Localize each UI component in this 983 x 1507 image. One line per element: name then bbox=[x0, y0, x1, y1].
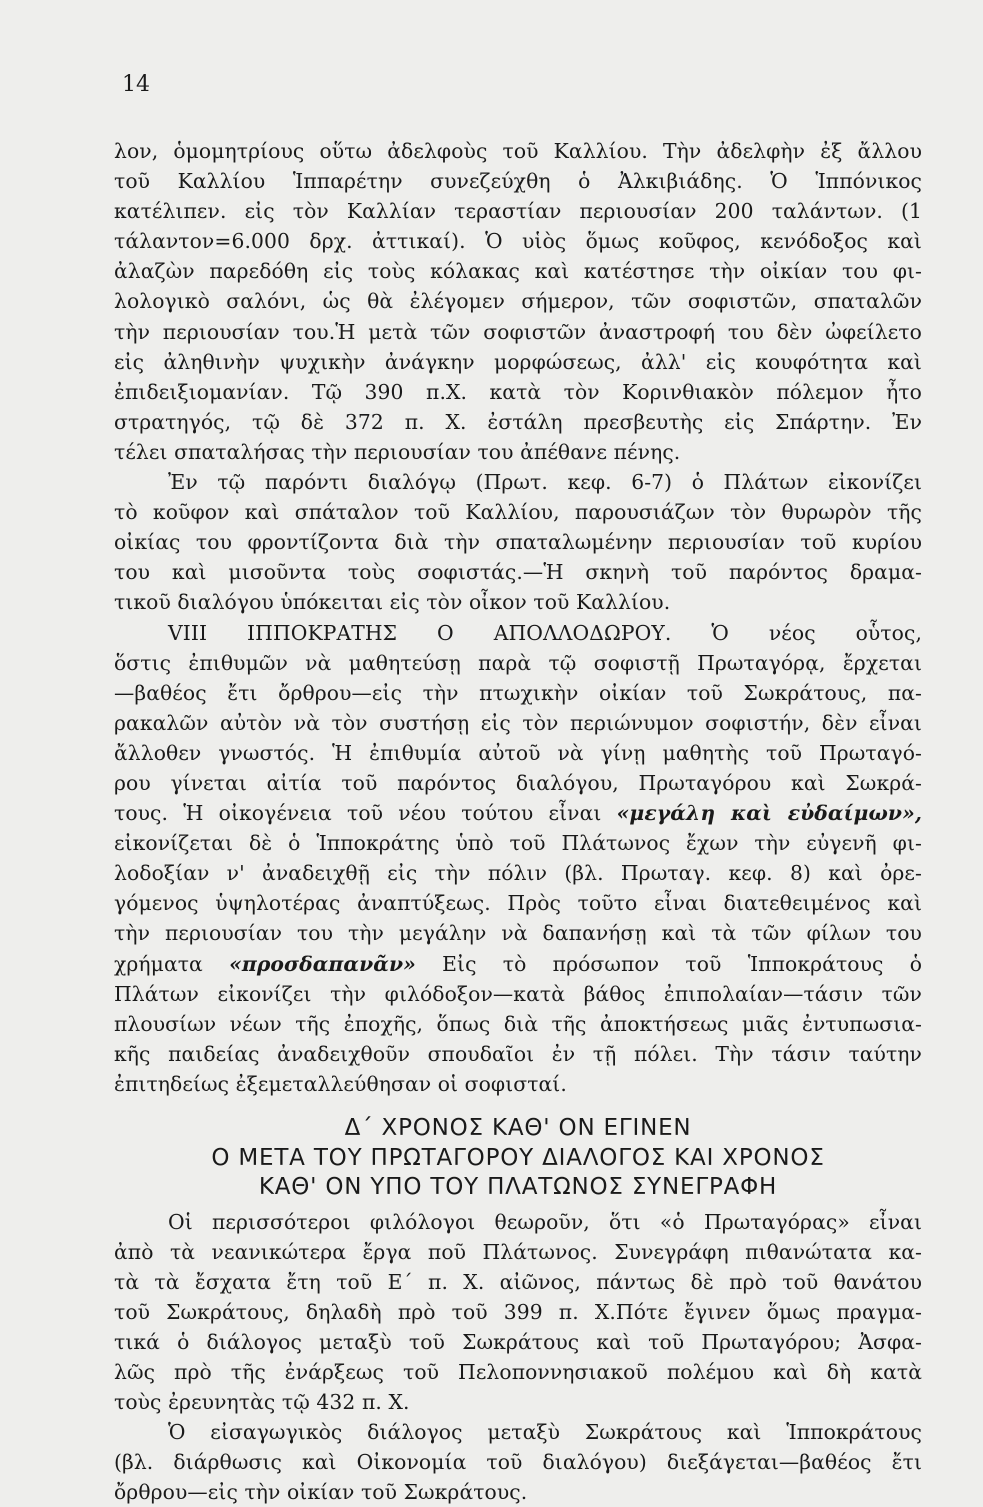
body-text bbox=[114, 136, 922, 1507]
text-line: ὅστις ἐπιθυμῶν νὰ μαθητεύσῃ παρὰ τῷ σοφιστῇ Πρωταγόρᾳ, ἔρχεται bbox=[114, 650, 922, 675]
paragraph-dating bbox=[114, 1207, 922, 1418]
paragraph-introductory-dialogue bbox=[114, 1417, 922, 1507]
text-line: τικοῦ διαλόγου ὑπόκειται εἰς τὸν οἶκον τοῦ Καλλίου. bbox=[114, 590, 671, 615]
text-line: λον, ὁμομητρίους οὕτω ἀδελφοὺς τοῦ Καλλίου. Τὴν ἀδελφὴν ἐξ ἄλλου bbox=[114, 139, 922, 163]
text-fragment: χρήματα bbox=[114, 951, 203, 976]
text-line: τὴν περιουσίαν του.Ἡ μετὰ τῶν σοφιστῶν ἀναστροφή του δὲν ὠφείλετο bbox=[114, 319, 922, 344]
heading-line: ΚΑΘ' ΟΝ ΥΠΟ ΤΟΥ ΠΛΑΤΩΝΟΣ ΣΥΝΕΓΡΑΦΗ bbox=[258, 1174, 778, 1200]
text-line: λολογικὸ σαλόνι, ὡς θὰ ἐλέγομεν σήμερον, τῶν σοφιστῶν, σπαταλῶν bbox=[114, 289, 922, 314]
text-line: ρου γίνεται αἰτία τοῦ παρόντος διαλόγου, Πρωταγόρου καὶ Σωκρά- bbox=[114, 770, 922, 795]
text-line: λοδοξίαν ν' ἀναδειχθῇ εἰς τὴν πόλιν (βλ. Πρωταγ. κεφ. 8) καὶ ὀρε- bbox=[114, 861, 922, 886]
text-line-with-emphasis bbox=[114, 798, 922, 828]
text-line: ἐπιτηδείως ἐξεμεταλλεύθησαν οἱ σοφισταί. bbox=[114, 1071, 567, 1096]
text-line: Πλάτων εἰκονίζει τὴν φιλόδοξον—κατὰ βάθος ἐπιπολαίαν—τάσιν τῶν bbox=[114, 981, 922, 1006]
paragraph-kallias bbox=[114, 136, 922, 467]
text-line-with-emphasis bbox=[114, 949, 922, 979]
text-line: εἰκονίζεται δὲ ὁ Ἱπποκράτης ὑπὸ τοῦ Πλάτωνος ἔχων τὴν εὐγενῆ φι- bbox=[114, 831, 922, 856]
text-line: τὰ τὰ ἔσχατα ἔτη τοῦ Ε΄ π. Χ. αἰῶνος, πάντως δὲ πρὸ τοῦ θανάτου bbox=[114, 1269, 922, 1294]
text-line: VIII ΙΠΠΟΚΡΑΤΗΣ Ο ΑΠΟΛΛΟΔΩΡΟΥ. Ὁ νέος οὗτος, bbox=[168, 620, 922, 645]
text-line: πλουσίων νέων τῆς ἐποχῆς, ὅπως διὰ τῆς ἀποκτήσεως μιᾶς ἐντυπωσια- bbox=[114, 1011, 922, 1036]
text-line: τοῦ Σωκράτους, δηλαδὴ πρὸ τοῦ 399 π. Χ.Πότε ἔγινεν ὅμως πραγμα- bbox=[114, 1299, 922, 1324]
text-line: Ἐν τῷ παρόντι διαλόγῳ (Πρωτ. κεφ. 6-7) ὁ Πλάτων εἰκονίζει bbox=[168, 470, 922, 495]
paragraph-dialogue-setting bbox=[114, 467, 922, 617]
text-fragment: Εἰς τὸ πρόσωπον τοῦ Ἱπποκράτους ὁ bbox=[442, 951, 922, 976]
text-line: κῆς παιδείας ἀναδειχθοῦν σπουδαῖοι ἐν τῇ πόλει. Τὴν τάσιν ταύτην bbox=[114, 1041, 922, 1066]
heading-line: Δ΄ ΧΡΟΝΟΣ ΚΑΘ' ΟΝ ΕΓΙΝΕΝ bbox=[344, 1115, 692, 1141]
text-line: εἰς ἀληθινὴν ψυχικὴν ἀνάγκην μορφώσεως, ἀλλ' εἰς κουφότητα καὶ bbox=[114, 349, 922, 374]
text-line: τοῦ Καλλίου Ἱππαρέτην συνεζεύχθη ὁ Ἀλκιβιάδης. Ὁ Ἱππόνικος bbox=[114, 169, 922, 194]
text-line: ἐπιδειξιομανίαν. Τῷ 390 π.Χ. κατὰ τὸν Κορινθιακὸν πόλεμον ἦτο bbox=[114, 379, 922, 404]
text-line: —βαθέος ἔτι ὄρθρου—εἰς τὴν πτωχικὴν οἰκίαν τοῦ Σωκράτους, πα- bbox=[114, 680, 922, 705]
text-line: (βλ. διάρθωσις καὶ Οἰκονομία τοῦ διαλόγου) διεξάγεται—βαθέος ἔτι bbox=[114, 1450, 922, 1475]
text-line: τέλει σπαταλήσας τὴν περιουσίαν του ἀπέθανε πένης. bbox=[114, 439, 681, 464]
text-line: ὄρθρου—εἰς τὴν οἰκίαν τοῦ Σωκράτους. bbox=[114, 1480, 528, 1505]
text-line: λῶς πρὸ τῆς ἐνάρξεως τοῦ Πελοποννησιακοῦ πολέμου καὶ δὴ κατὰ bbox=[114, 1359, 922, 1384]
text-line: οἰκίας του φροντίζοντα διὰ τὴν σπαταλωμένην περιουσίαν τοῦ κυρίου bbox=[114, 530, 922, 555]
text-line: κατέλιπεν. εἰς τὸν Καλλίαν τεραστίαν περιουσίαν 200 ταλάντων. (1 bbox=[114, 199, 922, 224]
text-line: στρατηγός, τῷ δὲ 372 π. Χ. ἐστάλη πρεσβευτὴς εἰς Σπάρτην. Ἐν bbox=[114, 409, 922, 434]
text-line: ρακαλῶν αὐτὸν νὰ τὸν συστήσῃ εἰς τὸν περιώνυμον σοφιστήν, δὲν εἶναι bbox=[114, 710, 922, 735]
page-number: 14 bbox=[122, 72, 150, 97]
text-line: ἀλαζὼν παρεδόθη εἰς τοὺς κόλακας καὶ κατέστησε τὴν οἰκίαν του φι- bbox=[114, 259, 922, 284]
emphasis-text: «μεγάλη καὶ εὐδαίμων», bbox=[616, 801, 922, 826]
text-line: του καὶ μισοῦντα τοὺς σοφιστάς.—Ἡ σκηνὴ τοῦ παρόντος δραμα- bbox=[114, 560, 922, 585]
paragraph-hippocrates bbox=[114, 618, 922, 1100]
heading-line: Ο ΜΕΤΑ ΤΟΥ ΠΡΩΤΑΓΟΡΟΥ ΔΙΑΛΟΓΟΣ ΚΑΙ ΧΡΟΝΟΣ bbox=[211, 1144, 825, 1171]
text-line: Ὁ εἰσαγωγικὸς διάλογος μεταξὺ Σωκράτους καὶ Ἱπποκράτους bbox=[168, 1420, 922, 1445]
text-line: ἀπὸ τὰ νεανικώτερα ἔργα ποῦ Πλάτωνος. Συνεγράφη πιθανώτατα κα- bbox=[114, 1239, 922, 1264]
section-heading bbox=[114, 1114, 922, 1203]
text-fragment: τους. Ἡ οἰκογένεια τοῦ νέου τούτου εἶναι bbox=[114, 801, 602, 826]
text-line: Οἱ περισσότεροι φιλόλογοι θεωροῦν, ὅτι «ὁ Πρωταγόρας» εἶναι bbox=[168, 1209, 922, 1234]
text-line: τικά ὁ διάλογος μεταξὺ τοῦ Σωκράτους καὶ τοῦ Πρωταγόρου; Ἀσφα- bbox=[114, 1329, 922, 1354]
text-line: τὴν περιουσίαν του τὴν μεγάλην νὰ δαπανήσῃ καὶ τὰ τῶν φίλων του bbox=[114, 921, 922, 946]
text-line: τοὺς ἐρευνητὰς τῷ 432 π. Χ. bbox=[114, 1390, 410, 1415]
text-line: τὸ κοῦφον καὶ σπάταλον τοῦ Καλλίου, παρουσιάζων τὸν θυρωρὸν τῆς bbox=[114, 500, 922, 525]
emphasis-text: «προσδαπανᾶν» bbox=[229, 951, 416, 976]
text-line: γόμενος ὑψηλοτέρας ἀναπτύξεως. Πρὸς τοῦτο εἶναι διατεθειμένος καὶ bbox=[114, 891, 922, 916]
text-line: τάλαντον=6.000 δρχ. ἀττικαί). Ὁ υἱὸς ὅμως κοῦφος, κενόδοξος καὶ bbox=[114, 229, 922, 254]
text-line: ἄλλοθεν γνωστός. Ἡ ἐπιθυμία αὐτοῦ νὰ γίνῃ μαθητὴς τοῦ Πρωταγό- bbox=[114, 740, 922, 765]
